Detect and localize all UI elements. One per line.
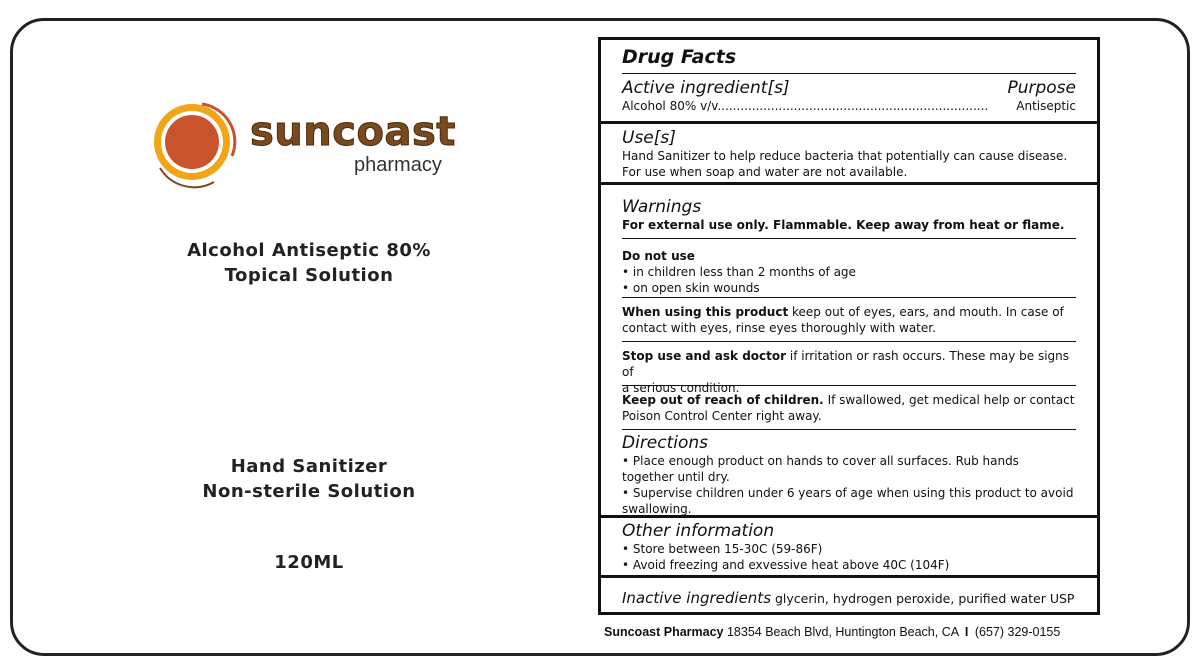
divider: [622, 429, 1076, 430]
purpose-heading: Purpose: [1007, 78, 1076, 98]
product-line-1: Alcohol Antiseptic 80%: [187, 240, 431, 261]
footer-street: 18354 Beach Blvd, Huntington Beach, CA: [723, 625, 959, 639]
do-not-use-item: • in children less than 2 months of age: [622, 265, 856, 279]
inactive-heading: Inactive ingredients: [622, 589, 772, 607]
product-line-2: Topical Solution: [224, 265, 394, 286]
when-using-text-2: contact with eyes, rinse eyes thoroughly with water.: [622, 321, 936, 335]
keep-out-text-2: Poison Control Center right away.: [622, 409, 822, 423]
other-info-section: [601, 515, 1097, 573]
footer-separator: I: [964, 625, 969, 639]
divider: [622, 238, 1076, 239]
active-ingredient-heading: Active ingredient[s]: [622, 78, 790, 98]
uses-heading: Use[s]: [622, 128, 676, 148]
do-not-use-item: • on open skin wounds: [622, 281, 760, 295]
stop-use-heading: Stop use and ask doctor: [622, 349, 787, 363]
divider: [622, 73, 1076, 74]
directions-heading: Directions: [622, 433, 709, 453]
directions-item: • Supervise children under 6 years of age when using this product to avoid: [622, 486, 1074, 500]
brand-logo: [152, 98, 456, 190]
warnings-main: For external use only. Flammable. Keep away from heat or flame.: [622, 218, 1065, 232]
product-type-1: Hand Sanitizer: [230, 456, 388, 477]
active-ingredient-section: [601, 78, 1097, 114]
product-volume: 120ML: [274, 552, 344, 573]
inactive-text: glycerin, hydrogen peroxide, purified water USP: [771, 591, 1075, 606]
uses-line-1: Hand Sanitizer to help reduce bacteria that potentially can cause disease.: [622, 149, 1068, 163]
stop-use-text: if irritation or rash occurs. These may be signs of: [622, 349, 1070, 379]
uses-section: [601, 121, 1097, 183]
keep-out-section: [601, 392, 1097, 424]
directions-section: [601, 433, 1097, 517]
warnings-heading: Warnings: [622, 197, 702, 217]
when-using-section: [601, 304, 1097, 336]
footer-phone: (657) 329-0155: [974, 625, 1061, 639]
drug-facts-title-section: [601, 46, 1097, 68]
when-using-text: keep out of eyes, ears, and mouth. In case of: [788, 305, 1064, 319]
keep-out-heading: Keep out of reach of children.: [622, 393, 824, 407]
sun-logo-icon: [152, 98, 244, 190]
directions-item: • Place enough product on hands to cover all surfaces. Rub hands: [622, 454, 1019, 468]
product-type: [150, 454, 468, 504]
stop-use-text-2: a serious condition.: [622, 381, 740, 395]
product-name: [150, 238, 468, 288]
brand-name: suncoast: [250, 109, 456, 155]
active-ingredient: Alcohol 80% v/v.......................................................................: [622, 99, 989, 113]
directions-item-cont: together until dry.: [622, 470, 730, 484]
keep-out-text: If swallowed, get medical help or contact: [823, 393, 1075, 407]
divider: [622, 385, 1076, 386]
drug-facts-panel: [598, 37, 1100, 615]
divider: [622, 341, 1076, 342]
directions-item-cont: swallowing.: [622, 502, 692, 516]
purpose: Antiseptic: [1016, 99, 1076, 113]
other-info-heading: Other information: [622, 521, 775, 541]
uses-line-2: For use when soap and water are not available.: [622, 165, 908, 179]
other-info-item: • Store between 15-30C (59-86F): [622, 542, 823, 556]
stop-use-section: [601, 348, 1097, 396]
footer-company: Suncoast Pharmacy: [604, 625, 724, 639]
inactive-section: [601, 575, 1097, 612]
warnings-section: [601, 182, 1097, 233]
divider: [622, 297, 1076, 298]
do-not-use-section: [601, 248, 1097, 296]
product-type-2: Non-sterile Solution: [202, 481, 416, 502]
footer-address: [604, 625, 1060, 639]
other-info-item: • Avoid freezing and exvessive heat above 40C (104F): [622, 558, 950, 572]
when-using-heading: When using this product: [622, 305, 789, 319]
drug-facts-title: Drug Facts: [622, 46, 737, 68]
brand-subtitle: pharmacy: [354, 154, 442, 176]
do-not-use-heading: Do not use: [622, 249, 695, 263]
